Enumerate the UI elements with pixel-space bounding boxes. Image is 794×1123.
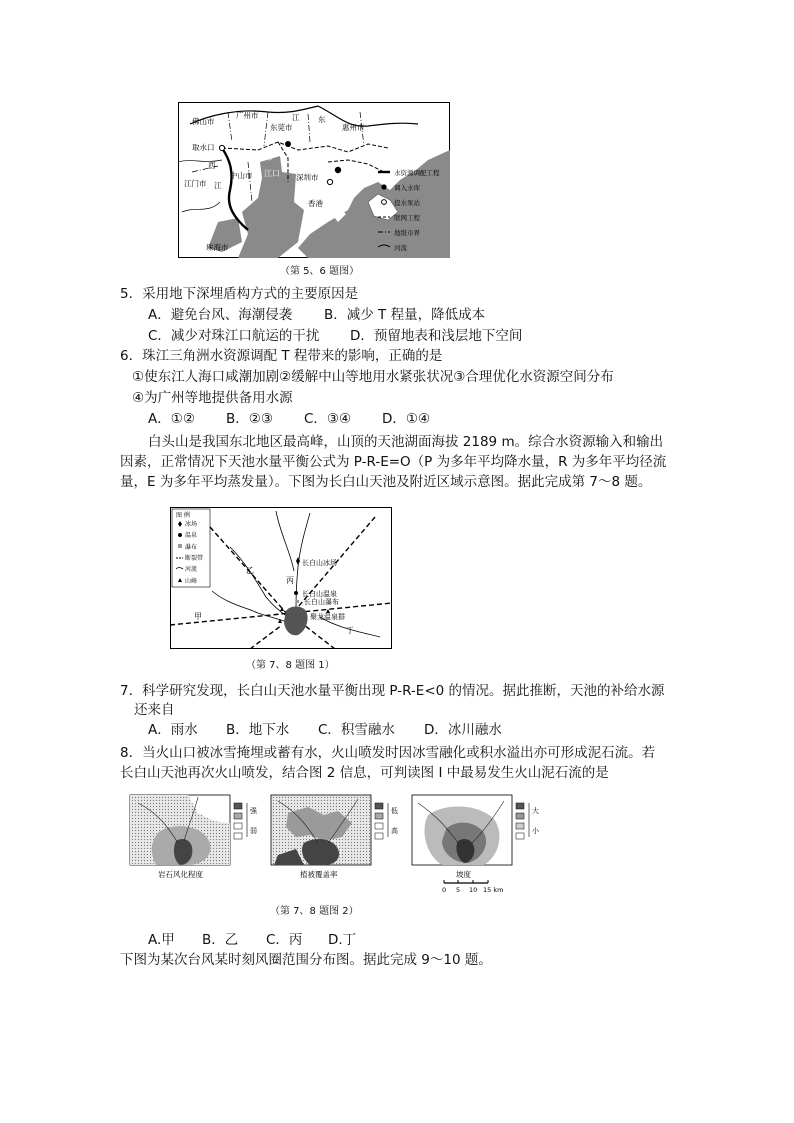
q7-stem-line1: 7．科学研究发现，长白山天池水量平衡出现 P-R-E<0 的情况。据此推断，天池的补给水源 bbox=[120, 683, 665, 699]
panel-vegetation-cover bbox=[271, 795, 398, 879]
label-zhongshan: 中山市 bbox=[230, 171, 253, 180]
svg-text:江: 江 bbox=[292, 113, 300, 122]
svg-text:强: 强 bbox=[250, 807, 257, 815]
svg-text:珠: 珠 bbox=[264, 153, 272, 162]
q5-stem: 5．采用地下深埋盾构方式的主要原因是 bbox=[120, 286, 359, 302]
svg-text:冰场: 冰场 bbox=[185, 521, 198, 528]
svg-text:东: 东 bbox=[318, 115, 326, 124]
q6-statement-line2: ④为广州等地提供备用水源 bbox=[132, 390, 293, 406]
svg-text:断裂带: 断裂带 bbox=[185, 555, 204, 562]
q6-option-c[interactable]: C．③④ bbox=[304, 411, 352, 427]
q8-option-a[interactable]: A.甲 bbox=[148, 932, 175, 948]
svg-text:5: 5 bbox=[456, 886, 461, 893]
label-qushuikou: 取水口 bbox=[192, 143, 215, 152]
q8-option-d[interactable]: D.丁 bbox=[328, 932, 357, 948]
label-hongkong: 香港 bbox=[308, 199, 323, 208]
q6-option-b[interactable]: B．②③ bbox=[226, 411, 273, 427]
label-hotspring: 长白山温泉 bbox=[302, 590, 337, 598]
q9-intro: 下图为某次台风某时刻风圈范围分布图。据此完成 9～10 题。 bbox=[120, 952, 492, 968]
intro-line2: 因素，正常情况下天池水量平衡公式为 P-R-E=O（P 为多年平均降水量，R 为多年平均径流 bbox=[120, 454, 667, 470]
svg-text:高: 高 bbox=[391, 827, 398, 835]
label-yi: 乙 bbox=[246, 566, 254, 575]
q8-option-c[interactable]: C．丙 bbox=[266, 932, 303, 948]
svg-text:低: 低 bbox=[391, 807, 398, 815]
label-foshan: 佛山市 bbox=[192, 117, 215, 126]
panel-rock-weathering bbox=[130, 795, 258, 879]
q8-stem-line2: 长白山天池再次火山喷发，结合图 2 信息，可判读图 I 中最易发生火山泥石流的是 bbox=[120, 765, 609, 781]
intro-line3: 量，E 为多年平均蒸发量）。下图为长白山天池及附近区域示意图。据此完成第 7～8 题。 bbox=[120, 474, 652, 490]
fig1-caption: （第 5、6 题图） bbox=[280, 266, 360, 277]
q7-stem-line2: 还来自 bbox=[134, 702, 175, 718]
label-julong: 聚龙温泉群 bbox=[310, 613, 345, 621]
svg-text:提水泵站: 提水泵站 bbox=[394, 199, 420, 207]
q6-statement-line1: ①使东江人海口咸潮加剧②缓解中山等地用水紧张状况③合理优化水资源空间分布 bbox=[132, 369, 614, 385]
label-guangzhou: 广州市 bbox=[236, 111, 259, 120]
label-jiangmen: 江门市 bbox=[184, 179, 207, 188]
svg-text:温泉: 温泉 bbox=[185, 532, 198, 539]
label-dongguan: 东莞市 bbox=[270, 123, 293, 132]
q7-option-a[interactable]: A．雨水 bbox=[148, 722, 198, 738]
panel3-label: 坡度 bbox=[456, 870, 471, 879]
svg-text:瀑布: 瀑布 bbox=[185, 544, 198, 551]
intro-line1: 白头山是我国东北地区最高峰，山顶的天池湖面海拔 2189 m。综合水资源输入和输出 bbox=[148, 434, 664, 450]
panel-slope bbox=[412, 795, 540, 893]
svg-text:10: 10 bbox=[469, 886, 478, 893]
changbai-tianchi-map bbox=[170, 507, 392, 649]
svg-text:联网工程: 联网工程 bbox=[394, 214, 420, 222]
q8-stem-line1: 8．当火山口被冰雪掩埋或蓄有水，火山喷发时因冰雪融化或积水溢出亦可形成泥石流。若 bbox=[120, 745, 656, 761]
q5-option-a[interactable]: A．避免台风、海潮侵袭 bbox=[148, 307, 293, 323]
label-jia: 甲 bbox=[194, 612, 202, 621]
label-zhuhai: 珠海市 bbox=[206, 243, 229, 252]
scale-bar bbox=[442, 880, 503, 893]
panel1-label: 岩石风化程度 bbox=[158, 870, 203, 879]
label-waterfall: 长白山瀑布 bbox=[304, 598, 339, 606]
svg-text:地级市界: 地级市界 bbox=[394, 229, 420, 237]
q7-option-d[interactable]: D．冰川融水 bbox=[424, 722, 502, 738]
svg-text:图 例: 图 例 bbox=[176, 512, 190, 519]
q5-option-c[interactable]: C．减少对珠江口航运的干扰 bbox=[148, 328, 320, 344]
label-shenzhen: 深圳市 bbox=[296, 173, 319, 182]
svg-text:江: 江 bbox=[214, 181, 222, 190]
label-ding: 丁 bbox=[346, 626, 354, 635]
svg-text:山峰: 山峰 bbox=[185, 578, 198, 585]
panel2-label: 植被覆盖率 bbox=[300, 870, 338, 879]
svg-text:0: 0 bbox=[442, 886, 447, 893]
q5-option-d[interactable]: D．预留地表和浅层地下空间 bbox=[350, 328, 523, 344]
svg-text:西: 西 bbox=[208, 161, 216, 170]
fig3-caption: （第 7、8 题图 2） bbox=[270, 906, 359, 917]
svg-text:河流: 河流 bbox=[394, 244, 407, 252]
q8-option-b[interactable]: B．乙 bbox=[202, 932, 239, 948]
svg-text:水资源调配工程: 水资源调配工程 bbox=[394, 169, 440, 177]
svg-text:15 km: 15 km bbox=[483, 886, 504, 893]
label-bing: 丙 bbox=[286, 576, 294, 585]
svg-text:江口: 江口 bbox=[264, 169, 280, 178]
svg-text:小: 小 bbox=[532, 827, 539, 835]
q6-stem: 6．珠江三角洲水资源调配 T 程带来的影响，正确的是 bbox=[120, 348, 443, 364]
pearl-river-water-map bbox=[178, 102, 450, 258]
q6-option-a[interactable]: A．①② bbox=[148, 411, 195, 427]
q7-option-b[interactable]: B．地下水 bbox=[226, 722, 290, 738]
label-huizhou: 惠州市 bbox=[342, 123, 365, 132]
q6-option-d[interactable]: D．①④ bbox=[382, 411, 431, 427]
q7-option-c[interactable]: C．积雪融水 bbox=[318, 722, 395, 738]
thematic-maps-figure bbox=[128, 793, 548, 893]
q5-option-b[interactable]: B．减少 T 程量，降低成本 bbox=[324, 307, 486, 323]
fig2-caption: （第 7、8 题图 1） bbox=[246, 660, 335, 671]
label-icefield: 长白山冰场 bbox=[302, 559, 337, 567]
svg-text:调入水库: 调入水库 bbox=[394, 184, 420, 192]
svg-text:河流: 河流 bbox=[185, 566, 198, 573]
svg-text:弱: 弱 bbox=[250, 827, 257, 835]
svg-text:大: 大 bbox=[532, 807, 539, 815]
